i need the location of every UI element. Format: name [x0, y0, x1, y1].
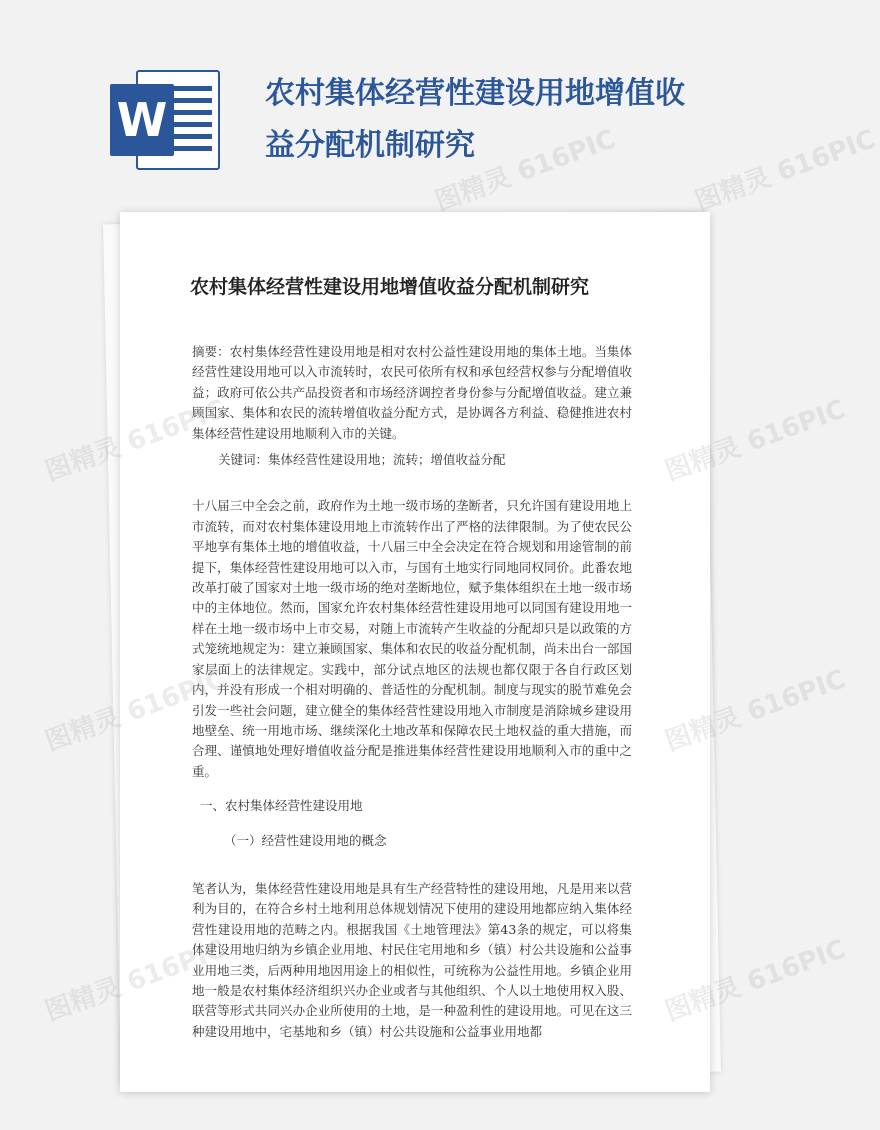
watermark: 图精灵 616PIC	[661, 664, 850, 758]
watermark: 图精灵 616PIC	[661, 394, 850, 488]
keywords-line: 关键词：集体经营性建设用地；流转；增值收益分配	[218, 452, 506, 468]
header-title: 农村集体经营性建设用地增值收益分配机制研究	[265, 76, 685, 163]
watermark: 图精灵 616PIC	[661, 934, 850, 1028]
document-body	[192, 342, 632, 1042]
watermark: 图精灵 616PIC	[691, 124, 880, 218]
watermark: 图精灵	[41, 702, 125, 758]
document-title: 农村集体经营性建设用地增值收益分配机制研究	[190, 276, 590, 298]
document-page	[120, 212, 710, 1092]
watermark: 图精灵	[41, 972, 125, 1028]
watermark: 图精灵	[41, 432, 125, 488]
concept-paragraph: 笔者认为，集体经营性建设用地是具有生产经营特性的建设用地，凡是用来以营利为目的，在符合乡村土地利用总体规划情况下使用的建设用地都应纳入集体经营性建设用地的范畴之内。根据我国《土地管理法》第43条的规定，可以将集体建设用地归纳为乡镇企业用地、村民住宅用地和乡（镇）村公共设施和公益事业用地三类，后两种用地因用途上的相似性，可统称为公益性用地。乡镇企业用地一般是农村集体经济组织兴办企业或者与其他组织、个人以土地使用权入股、联营等形式共同兴办企业所使用的土地，是一种盈利性的建设用地。可见在这三种建设用地中，宅基地和乡（镇）村公共设施和公益事业用地都	[192, 880, 632, 1039]
abstract-paragraph: 摘要：农村集体经营性建设用地是相对农村公益性建设用地的集体土地。当集体经营性建设用地可以入市流转时，农民可依所有权和承包经营权参与分配增值收益；政府可依公共产品投资者和市场经济调控者身份参与分配增值收益。建立兼顾国家、集体和农民的流转增值收益分配方式，是协调各方利益、稳健推进农村集体经营性建设用地顺利入市的关键。	[192, 344, 632, 441]
page-header	[0, 0, 800, 200]
subsection-heading: （一）经营性建设用地的概念	[224, 832, 387, 848]
word-document-icon	[110, 70, 220, 170]
watermark: 图精灵 616PIC	[431, 124, 620, 218]
section-heading: 一、农村集体经营性建设用地	[200, 798, 363, 814]
body-paragraph: 十八届三中全会之前，政府作为土地一级市场的垄断者，只允许国有建设用地上市流转，而对农村集体建设用地上市流转作出了严格的法律限制。为了使农民公平地享有集体土地的增值收益，十八届三中全会决定在符合规划和用途管制的前提下，集体经营性建设用地可以入市，与国有土地实行同地同权同价。此番农地改革打破了国家对土地一级市场的绝对垄断地位，赋予集体组织在土地一级市场中的主体地位。然而，国家允许农村集体经营性建设用地可以同国有建设用地一样在土地一级市场中上市交易，对随上市流转产生收益的分配却只是以政策的方式笼统地规定为：建立兼顾国家、集体和农民的收益分配机制，尚未出台一部国家层面上的法律规定。实践中，部分试点地区的法规也都仅限于各自行政区划内，并没有形成一个相对明确的、普适性的分配机制。制度与现实的脱节难免会引发一些社会问题，建立健全的集体经营性建设用地入市制度是消除城乡建设用地壁垒、统一用地市场、继续深化土地改革和保障农民土地权益的重大措施，而合理、谨慎地处理好增值收益分配是推进集体经营性建设用地顺利入市的重中之重。	[192, 498, 632, 779]
word-letter-badge: W	[110, 84, 174, 156]
